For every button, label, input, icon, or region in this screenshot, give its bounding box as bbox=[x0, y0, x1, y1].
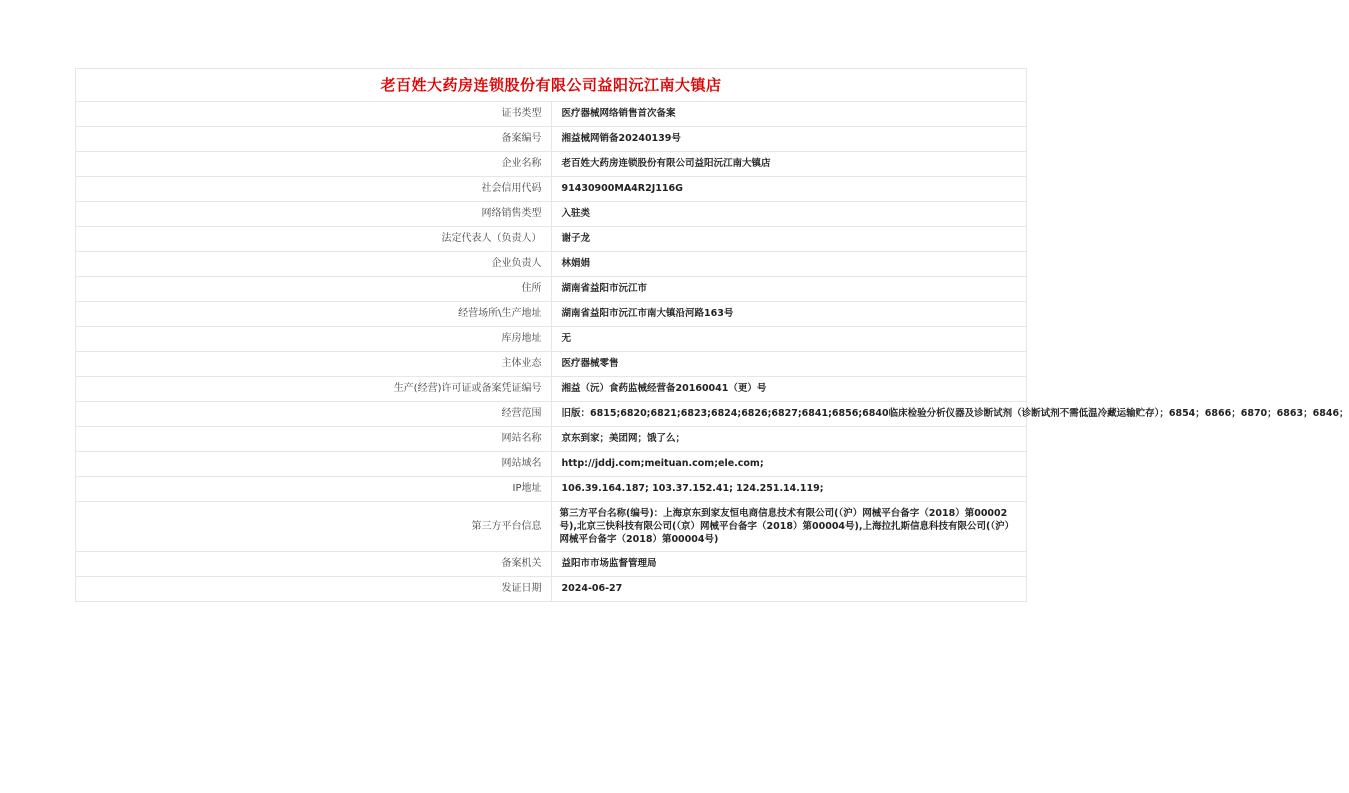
table-row-certificate-type bbox=[76, 102, 1027, 127]
row-value: 湖南省益阳市沅江市南大镇沿河路163号 bbox=[551, 302, 1027, 327]
row-value: 无 bbox=[551, 327, 1027, 352]
row-label: 企业名称 bbox=[76, 152, 552, 177]
row-value: 旧版：6815;6820;6821;6823;6824;6826;6827;6841;6856;6840临床检验分析仪器及诊断试剂（诊断试剂不需低温冷藏运输贮存）；6854；6866；6870；6863；6846； bbox=[551, 402, 1027, 427]
table-row-business-scope bbox=[76, 402, 1027, 427]
table-row-third-party-platform bbox=[76, 502, 1027, 552]
table-row-ip-address bbox=[76, 477, 1027, 502]
row-label: 生产(经营)许可证或备案凭证编号 bbox=[76, 377, 552, 402]
table-row-issue-date bbox=[76, 577, 1027, 602]
row-label: 备案编号 bbox=[76, 127, 552, 152]
row-label: 法定代表人（负责人） bbox=[76, 227, 552, 252]
row-label: 第三方平台信息 bbox=[76, 502, 552, 552]
row-label: 网站名称 bbox=[76, 427, 552, 452]
table-row-record-number bbox=[76, 127, 1027, 152]
row-label: 发证日期 bbox=[76, 577, 552, 602]
row-value: 京东到家；美团网；饿了么； bbox=[551, 427, 1027, 452]
row-label: 社会信用代码 bbox=[76, 177, 552, 202]
page-title: 老百姓大药房连锁股份有限公司益阳沅江南大镇店 bbox=[76, 69, 1027, 102]
row-label: 网站域名 bbox=[76, 452, 552, 477]
table-row-business-address bbox=[76, 302, 1027, 327]
table-row-warehouse-address bbox=[76, 327, 1027, 352]
row-value: 湘益械网销备20240139号 bbox=[551, 127, 1027, 152]
row-label: IP地址 bbox=[76, 477, 552, 502]
row-label: 网络销售类型 bbox=[76, 202, 552, 227]
row-label: 经营范围 bbox=[76, 402, 552, 427]
row-value: 益阳市市场监督管理局 bbox=[551, 552, 1027, 577]
row-label: 住所 bbox=[76, 277, 552, 302]
row-value: 91430900MA4R2J116G bbox=[551, 177, 1027, 202]
row-value: 医疗器械零售 bbox=[551, 352, 1027, 377]
row-label: 企业负责人 bbox=[76, 252, 552, 277]
table-row-website-name bbox=[76, 427, 1027, 452]
table-row-residence bbox=[76, 277, 1027, 302]
row-label: 备案机关 bbox=[76, 552, 552, 577]
row-value: 2024-06-27 bbox=[551, 577, 1027, 602]
row-label: 经营场所\生产地址 bbox=[76, 302, 552, 327]
row-label: 库房地址 bbox=[76, 327, 552, 352]
row-label: 主体业态 bbox=[76, 352, 552, 377]
row-value: 湖南省益阳市沅江市 bbox=[551, 277, 1027, 302]
row-value: 林娟娟 bbox=[551, 252, 1027, 277]
title-row bbox=[76, 69, 1027, 102]
table-row-company-head bbox=[76, 252, 1027, 277]
table-row-credit-code bbox=[76, 177, 1027, 202]
table-row-sales-type bbox=[76, 202, 1027, 227]
row-value: 医疗器械网络销售首次备案 bbox=[551, 102, 1027, 127]
table-row-business-format bbox=[76, 352, 1027, 377]
row-value: 入驻类 bbox=[551, 202, 1027, 227]
row-value: 老百姓大药房连锁股份有限公司益阳沅江南大镇店 bbox=[551, 152, 1027, 177]
row-value: 106.39.164.187; 103.37.152.41; 124.251.14.119; bbox=[551, 477, 1027, 502]
table-row-company-name bbox=[76, 152, 1027, 177]
row-value: 第三方平台名称(编号)：上海京东到家友恒电商信息技术有限公司(（沪）网械平台备字（2018）第00002号),北京三快科技有限公司(（京）网械平台备字（2018）第00004号),上海拉扎斯信息科技有限公司(（沪）网械平台备字（2018）第00004号) bbox=[551, 502, 1027, 552]
row-value: 湘益（沅）食药监械经营备20160041（更）号 bbox=[551, 377, 1027, 402]
certificate-table bbox=[75, 68, 1349, 602]
row-value: 谢子龙 bbox=[551, 227, 1027, 252]
table-row-legal-representative bbox=[76, 227, 1027, 252]
row-value: http://jddj.com;meituan.com;ele.com; bbox=[551, 452, 1027, 477]
row-label: 证书类型 bbox=[76, 102, 552, 127]
table-row-license-number bbox=[76, 377, 1027, 402]
table-row-website-domain bbox=[76, 452, 1027, 477]
table-row-record-authority bbox=[76, 552, 1027, 577]
